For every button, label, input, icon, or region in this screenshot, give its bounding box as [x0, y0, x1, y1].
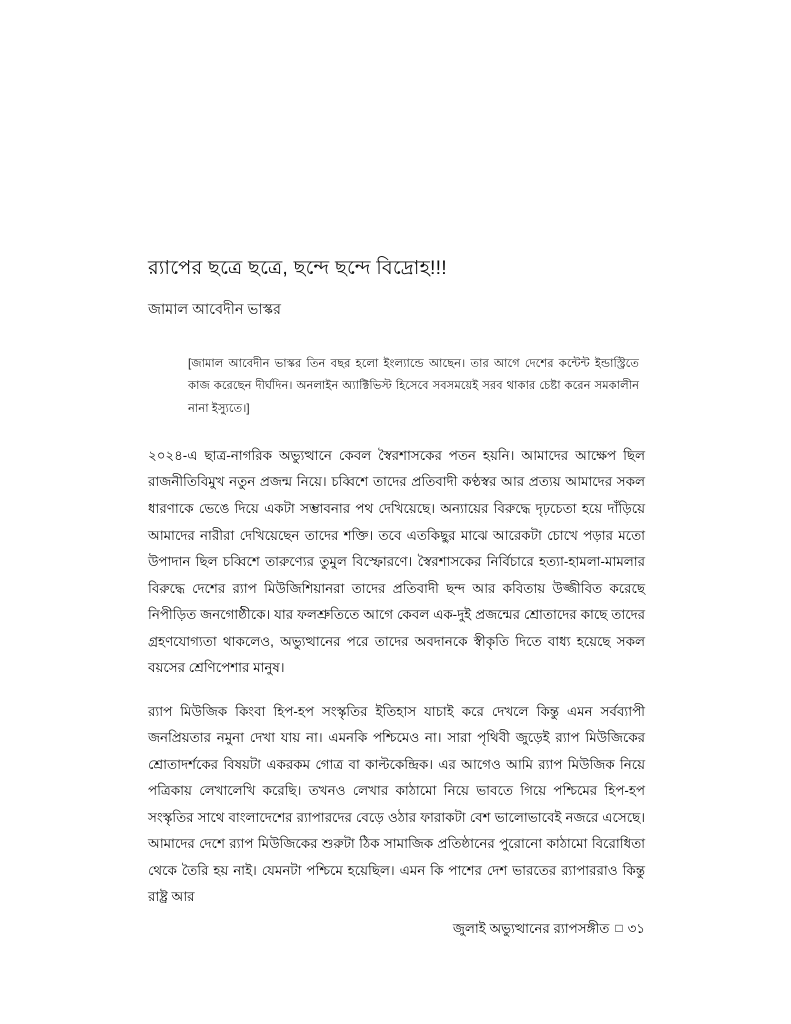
- body-paragraph-2: র‍্যাপ মিউজিক কিংবা হিপ-হপ সংস্কৃতির ইতিহাস যাচাই করে দেখলে কিন্তু এমন সর্বব্যাপী জনপ্রিয়তার নমুনা দেখা যায় না। এমনকি পশ্চিমেও না। সারা পৃথিবী জুড়েই র‍্যাপ মিউজিকের শ্রোতাদর্শকের বিষয়টা একরকম গোত্র বা কাল্টকেন্দ্রিক। এর আগেও আমি র‍্যাপ মিউজিক নিয়ে পত্রিকায় লেখালেখি করেছি। তখনও লেখার কাঠামো নিয়ে ভাবতে গিয়ে পশ্চিমের হিপ-হপ সংস্কৃতির সাথে বাংলাদেশের র‍্যাপারদের বেড়ে ওঠার ফারাকটা বেশ ভালোভাবেই নজরে এসেছে। আমাদের দেশে র‍্যাপ মিউজিকের শুরুটা ঠিক সামাজিক প্রতিষ্ঠানের পুরোনো কাঠামো বিরোধিতা থেকে তৈরি হয় নাই। যেমনটা পশ্চিমে হয়েছিল। এমন কি পাশের দেশ ভারতের র‍্যাপাররাও কিন্তু রাষ্ট্র আর: [148, 703, 645, 905]
- article-author: জামাল আবেদীন ভাস্কর: [148, 302, 281, 319]
- article-content: [148, 255, 645, 911]
- footer-book-title: জুলাই অভ্যুত্থানের র‍্যাপসঙ্গীত: [452, 921, 610, 936]
- editorial-note: [জামাল আবেদীন ভাস্কর তিন বছর হলো ইংল্যান্ডে আছেন। তার আগে দেশের কন্টেন্ট ইন্ডাস্ট্রিতে কাজ করেছেন দীর্ঘদিন। অনলাইন অ্যাক্টিভিস্ট হিসেবে সবসময়েই সরব থাকার চেষ্টা করেন সমকালীন নানা ইস্যুতে।]: [188, 357, 639, 415]
- page-footer: [148, 918, 645, 939]
- footer-page-number: ৩১: [627, 921, 645, 936]
- footer-separator-icon: □: [615, 921, 623, 935]
- body-paragraph-1: ২০২৪-এ ছাত্র-নাগরিক অভ্যুত্থানে কেবল স্বৈরশাসকের পতন হয়নি। আমাদের আক্ষেপ ছিল রাজনীতিবিমুখ নতুন প্রজন্ম নিয়ে। চব্বিশে তাদের প্রতিবাদী কণ্ঠস্বর আর প্রত্যয় আমাদের সকল ধারণাকে ভেঙে দিয়ে একটা সম্ভাবনার পথ দেখিয়েছে। অন্যায়ের বিরুদ্ধে দৃঢ়চেতা হয়ে দাঁড়িয়ে আমাদের নারীরা দেখিয়েছেন তাদের শক্তি। তবে এতকিছুর মাঝে আরেকটা চোখে পড়ার মতো উপাদান ছিল চব্বিশে তারুণ্যের তুমুল বিস্ফোরণে। স্বৈরশাসকের নির্বিচারে হত্যা-হামলা-মামলার বিরুদ্ধে দেশের র‍্যাপ মিউজিশিয়ানরা তাদের প্রতিবাদী ছন্দ আর কবিতায় উজ্জীবিত করেছে নিপীড়িত জনগোষ্ঠীকে। যার ফলশ্রুতিতে আগে কেবল এক-দুই প্রজন্মের শ্রোতাদের কাছে তাদের গ্রহণযোগ্যতা থাকলেও, অভ্যুত্থানের পরে তাদের অবদানকে স্বীকৃতি দিতে বাধ্য হয়েছে সকল বয়সের শ্রেণিপেশার মানুষ।: [148, 447, 645, 676]
- page-title: র‍্যাপের ছত্রে ছত্রে, ছন্দে ছন্দে বিদ্রোহ!!!: [148, 257, 447, 279]
